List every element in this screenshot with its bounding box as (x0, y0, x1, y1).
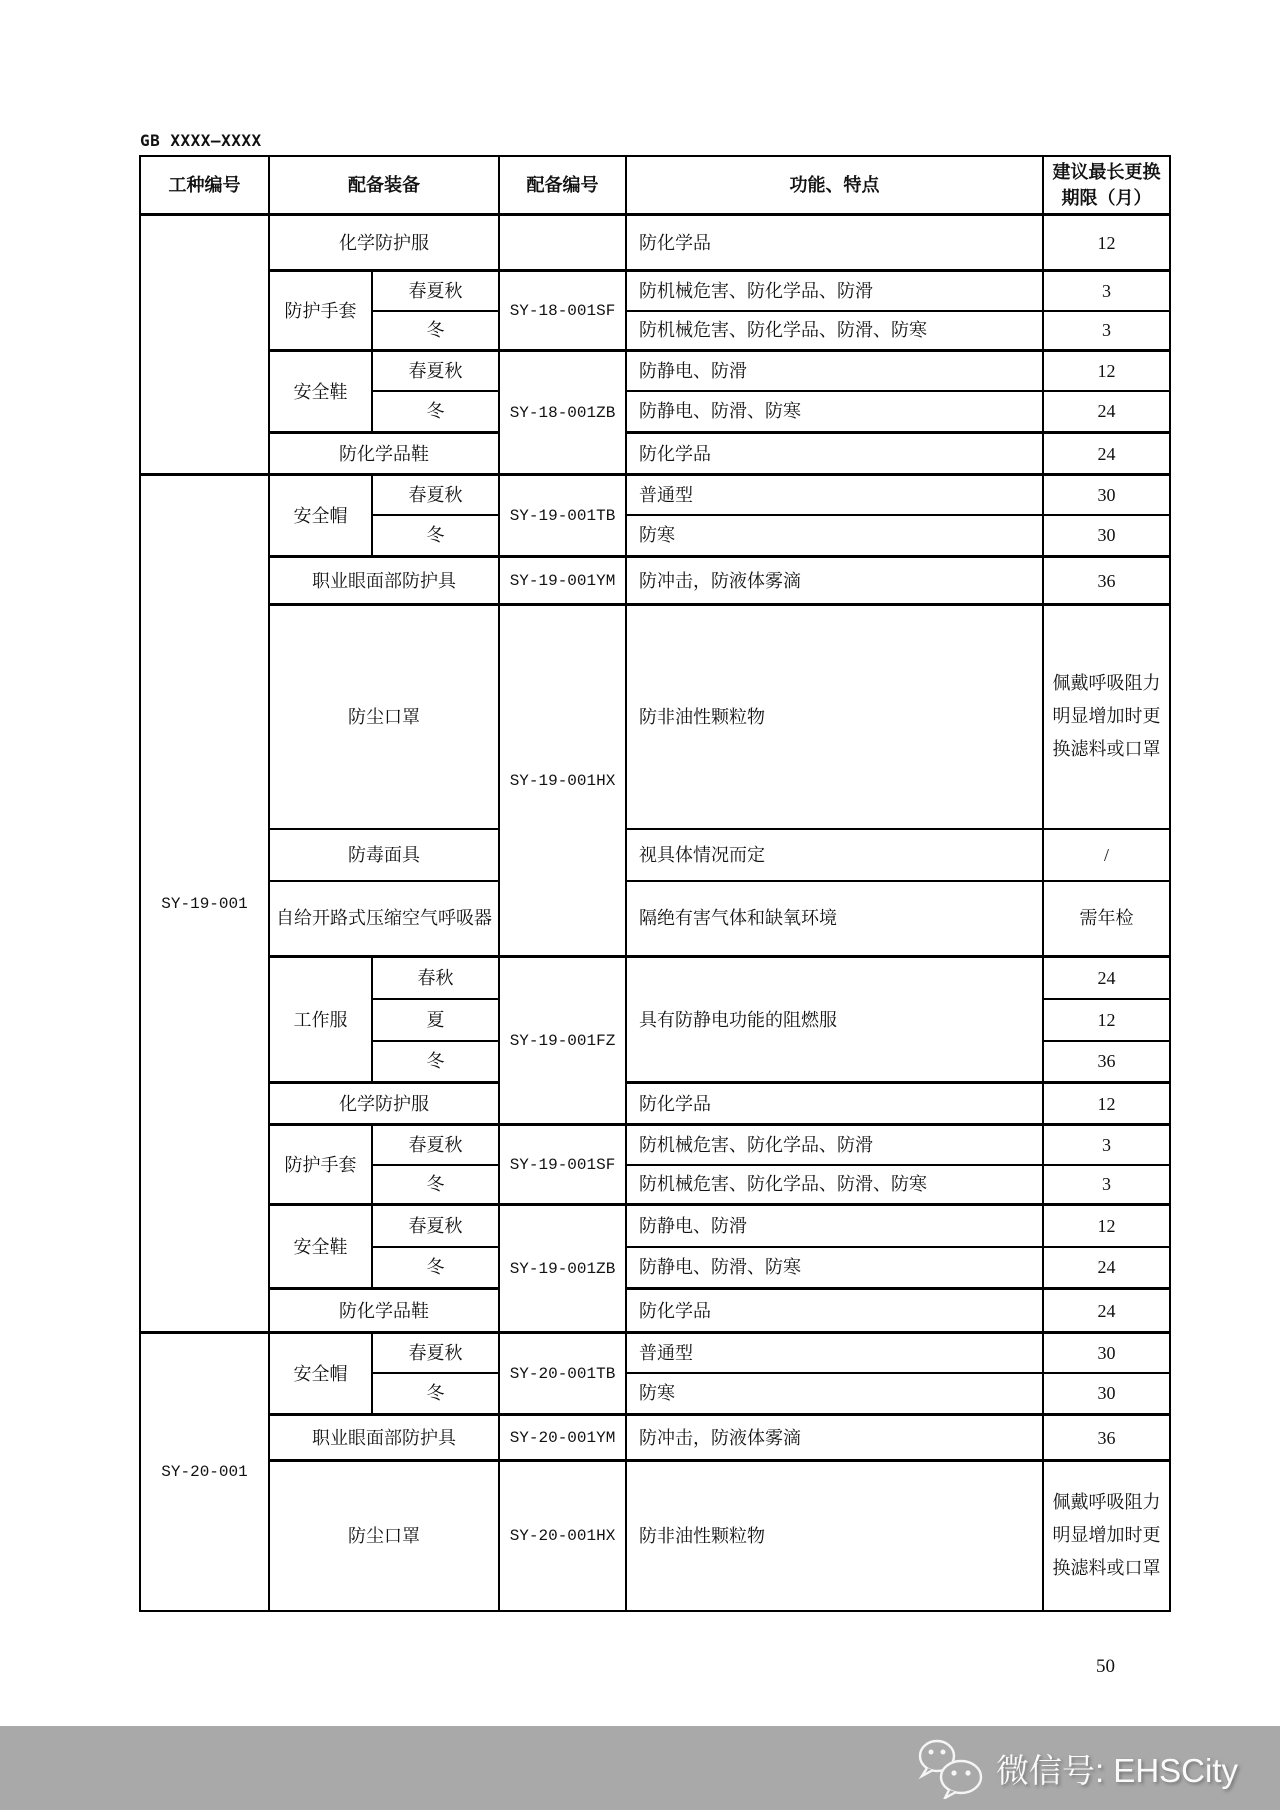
cell-work-id (140, 215, 269, 475)
cell-period: 3 (1043, 311, 1170, 351)
cell-code: SY-19-001HX (499, 605, 626, 957)
page-number: 50 (1096, 1656, 1115, 1677)
cell-equipment: 防尘口罩 (269, 1461, 499, 1611)
cell-equipment: 化学防护服 (269, 215, 499, 271)
col-header-function: 功能、特点 (626, 156, 1043, 215)
doc-code: GB XXXX—XXXX (140, 131, 262, 150)
cell-period: 36 (1043, 1415, 1170, 1461)
cell-function: 具有防静电功能的阻燃服 (626, 957, 1043, 1083)
cell-season: 春夏秋 (372, 351, 499, 391)
cell-season: 春夏秋 (372, 1205, 499, 1247)
cell-code: SY-20-001HX (499, 1461, 626, 1611)
cell-season: 冬 (372, 311, 499, 351)
cell-code: SY-18-001ZB (499, 351, 626, 475)
cell-work-id: SY-20-001 (140, 1333, 269, 1611)
cell-period: 30 (1043, 1333, 1170, 1373)
cell-period: 3 (1043, 1165, 1170, 1205)
cell-equipment-group: 防护手套 (269, 1125, 372, 1205)
cell-equipment-group: 安全帽 (269, 1333, 372, 1415)
cell-code: SY-19-001YM (499, 557, 626, 605)
cell-period: 12 (1043, 351, 1170, 391)
col-header-work-id: 工种编号 (140, 156, 269, 215)
cell-equipment: 职业眼面部防护具 (269, 557, 499, 605)
col-header-code: 配备编号 (499, 156, 626, 215)
cell-equipment-group: 安全帽 (269, 475, 372, 557)
cell-function: 防机械危害、防化学品、防滑、防寒 (626, 1165, 1043, 1205)
cell-function: 防化学品 (626, 1289, 1043, 1333)
cell-period: 36 (1043, 1041, 1170, 1083)
cell-function: 防化学品 (626, 433, 1043, 475)
cell-function: 防静电、防滑 (626, 351, 1043, 391)
table-row (140, 351, 1170, 391)
cell-period: / (1043, 829, 1170, 881)
table-header-row (140, 156, 1170, 215)
table-row (140, 881, 1170, 957)
cell-function: 防非油性颗粒物 (626, 605, 1043, 829)
cell-code: SY-20-001TB (499, 1333, 626, 1415)
cell-code: SY-19-001TB (499, 475, 626, 557)
cell-period: 36 (1043, 557, 1170, 605)
cell-season: 冬 (372, 1373, 499, 1415)
cell-period: 30 (1043, 515, 1170, 557)
cell-period: 24 (1043, 433, 1170, 475)
cell-function: 防静电、防滑、防寒 (626, 1247, 1043, 1289)
cell-function: 视具体情况而定 (626, 829, 1043, 881)
cell-season: 冬 (372, 1041, 499, 1083)
cell-season: 冬 (372, 1165, 499, 1205)
cell-code: SY-20-001YM (499, 1415, 626, 1461)
table-row (140, 271, 1170, 311)
cell-season: 春夏秋 (372, 475, 499, 515)
cell-work-id: SY-19-001 (140, 475, 269, 1333)
cell-period: 24 (1043, 1289, 1170, 1333)
col-header-period: 建议最长更换期限（月） (1043, 156, 1170, 215)
table-row (140, 1205, 1170, 1247)
table-row (140, 475, 1170, 515)
cell-season: 冬 (372, 391, 499, 433)
table-row (140, 1083, 1170, 1125)
cell-season: 冬 (372, 1247, 499, 1289)
cell-period: 12 (1043, 999, 1170, 1041)
cell-equipment: 自给开路式压缩空气呼吸器 (269, 881, 499, 957)
cell-function: 防静电、防滑 (626, 1205, 1043, 1247)
cell-period: 佩戴呼吸阻力明显增加时更换滤料或口罩 (1043, 605, 1170, 829)
table-row (140, 1289, 1170, 1333)
table-row (140, 1125, 1170, 1165)
cell-period: 需年检 (1043, 881, 1170, 957)
cell-period: 24 (1043, 957, 1170, 999)
cell-period: 12 (1043, 1205, 1170, 1247)
cell-function: 防机械危害、防化学品、防滑、防寒 (626, 311, 1043, 351)
cell-period: 3 (1043, 1125, 1170, 1165)
cell-function: 防冲击，防液体雾滴 (626, 557, 1043, 605)
cell-function: 普通型 (626, 475, 1043, 515)
cell-code: SY-18-001SF (499, 271, 626, 351)
cell-function: 隔绝有害气体和缺氧环境 (626, 881, 1043, 957)
cell-function: 防机械危害、防化学品、防滑 (626, 1125, 1043, 1165)
cell-function: 防静电、防滑、防寒 (626, 391, 1043, 433)
cell-equipment: 防尘口罩 (269, 605, 499, 829)
cell-equipment: 防化学品鞋 (269, 1289, 499, 1333)
cell-function: 防机械危害、防化学品、防滑 (626, 271, 1043, 311)
cell-code: SY-19-001SF (499, 1125, 626, 1205)
ppe-replacement-table (139, 155, 1171, 1612)
table-row (140, 215, 1170, 271)
table-row (140, 1461, 1170, 1611)
cell-period: 30 (1043, 475, 1170, 515)
cell-season: 春夏秋 (372, 271, 499, 311)
cell-function: 防寒 (626, 515, 1043, 557)
cell-function: 防非油性颗粒物 (626, 1461, 1043, 1611)
cell-season: 春夏秋 (372, 1333, 499, 1373)
cell-equipment: 防化学品鞋 (269, 433, 499, 475)
cell-code: SY-19-001ZB (499, 1205, 626, 1333)
table-row (140, 829, 1170, 881)
table-row (140, 557, 1170, 605)
cell-equipment-group: 安全鞋 (269, 351, 372, 433)
wechat-footer-bar (0, 1726, 1280, 1810)
cell-period: 30 (1043, 1373, 1170, 1415)
cell-period: 12 (1043, 1083, 1170, 1125)
cell-season: 夏 (372, 999, 499, 1041)
cell-function: 防化学品 (626, 1083, 1043, 1125)
cell-function: 防寒 (626, 1373, 1043, 1415)
cell-equipment-group: 工作服 (269, 957, 372, 1083)
cell-function: 防化学品 (626, 215, 1043, 271)
cell-equipment-group: 安全鞋 (269, 1205, 372, 1289)
table-row (140, 433, 1170, 475)
cell-function: 防冲击，防液体雾滴 (626, 1415, 1043, 1461)
table-row (140, 957, 1170, 999)
wechat-watermark (914, 1737, 1238, 1799)
cell-period: 3 (1043, 271, 1170, 311)
col-header-equipment: 配备装备 (269, 156, 499, 215)
cell-season: 春秋 (372, 957, 499, 999)
cell-equipment: 化学防护服 (269, 1083, 499, 1125)
cell-season: 春夏秋 (372, 1125, 499, 1165)
cell-function: 普通型 (626, 1333, 1043, 1373)
cell-code (499, 215, 626, 271)
cell-equipment: 职业眼面部防护具 (269, 1415, 499, 1461)
cell-equipment-group: 防护手套 (269, 271, 372, 351)
wechat-label: 微信号: EHSCity (995, 1751, 1238, 1789)
cell-season: 冬 (372, 515, 499, 557)
table-row (140, 605, 1170, 829)
cell-code: SY-19-001FZ (499, 957, 626, 1125)
table-row (140, 1415, 1170, 1461)
wechat-icon (914, 1737, 986, 1799)
cell-period: 24 (1043, 391, 1170, 433)
table-row (140, 1333, 1170, 1373)
cell-equipment: 防毒面具 (269, 829, 499, 881)
cell-period: 佩戴呼吸阻力明显增加时更换滤料或口罩 (1043, 1461, 1170, 1611)
cell-period: 12 (1043, 215, 1170, 271)
cell-period: 24 (1043, 1247, 1170, 1289)
